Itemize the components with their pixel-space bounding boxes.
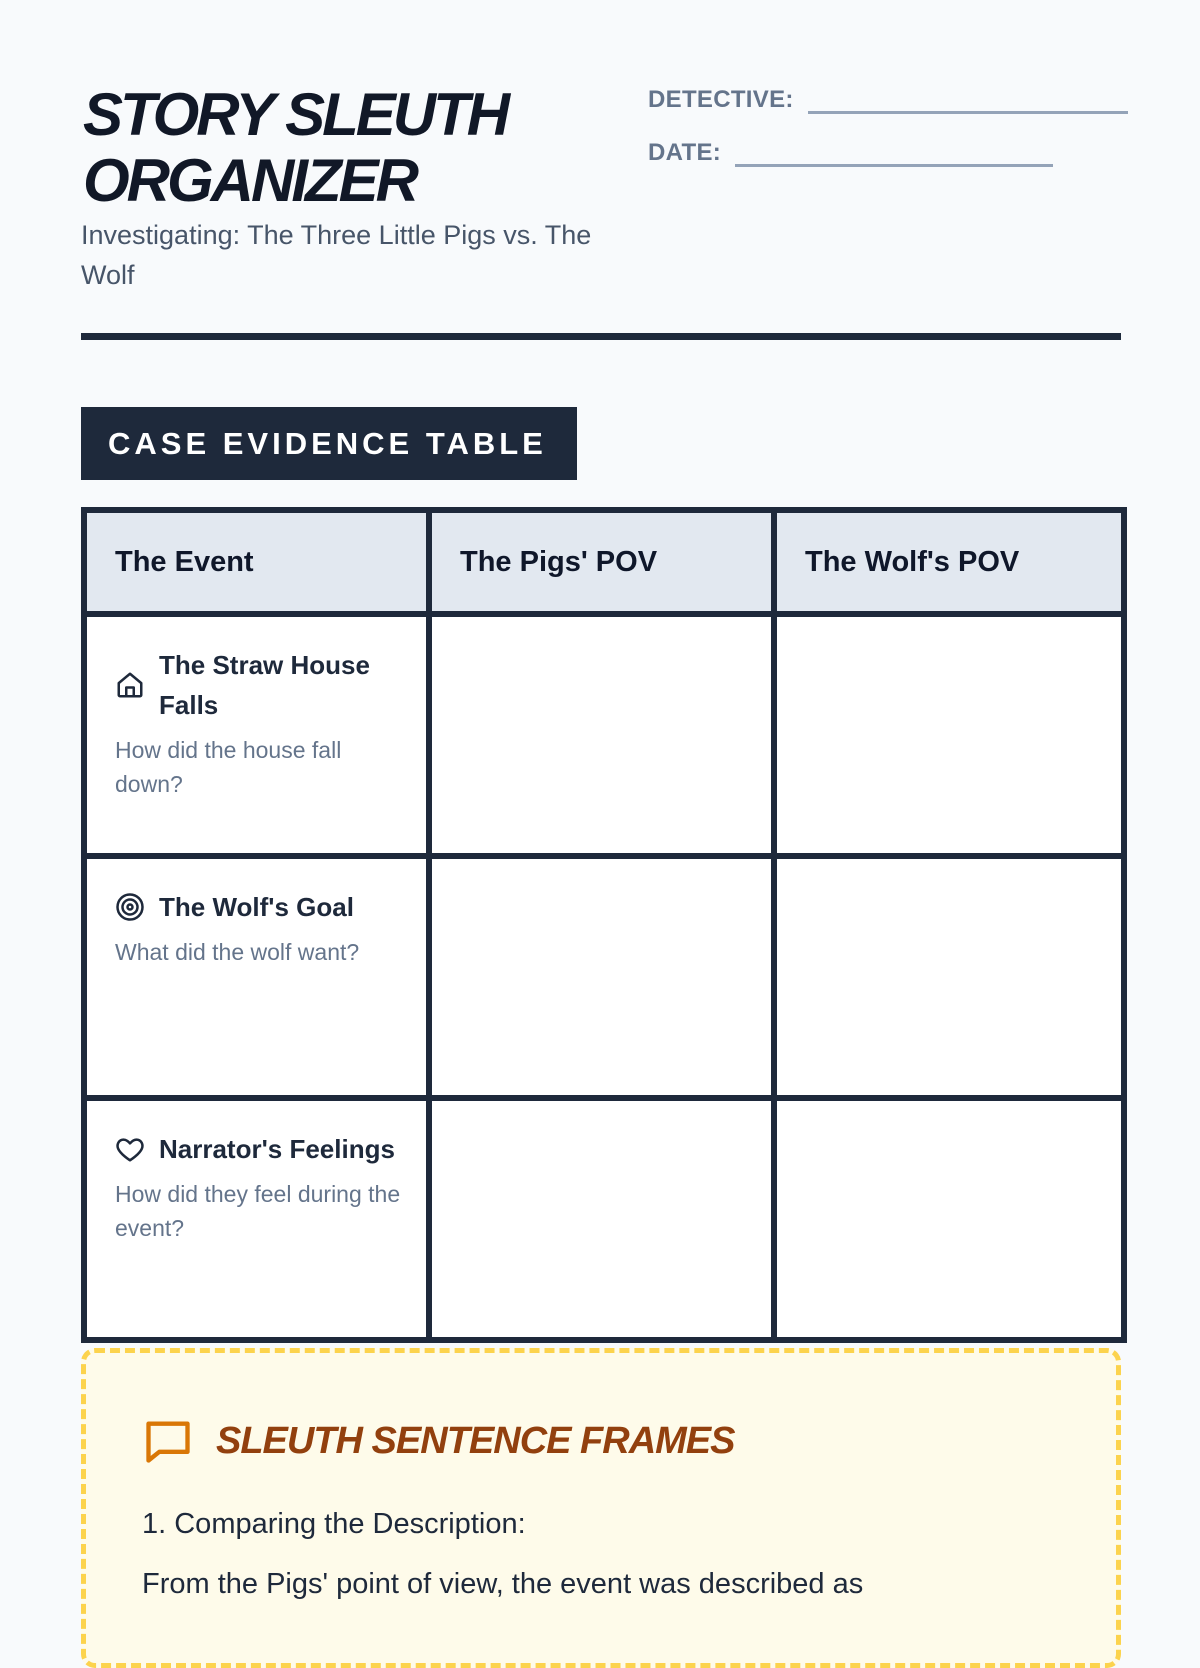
sentence-frames-heading: [142, 1415, 734, 1467]
wolf-pov-answer-cell[interactable]: [774, 856, 1124, 1098]
event-question: How did they feel during the event?: [115, 1181, 401, 1241]
detective-field: [648, 86, 1128, 114]
frame-item-text: From the Pigs' point of view, the event was described as: [142, 1568, 864, 1600]
sentence-frames-title: SLEUTH SENTENCE FRAMES: [216, 1419, 735, 1462]
heart-icon: [115, 1134, 145, 1164]
sentence-frames-box: [81, 1348, 1121, 1668]
wolf-pov-answer-cell[interactable]: [774, 1098, 1124, 1340]
table-row: [84, 1098, 1124, 1340]
worksheet-page: [81, 0, 1121, 1600]
event-cell: [84, 856, 429, 1098]
pigs-pov-answer-cell[interactable]: [429, 856, 774, 1098]
event-question: How did the house fall down?: [115, 737, 342, 797]
frame-item-label: 1. Comparing the Description:: [142, 1508, 526, 1540]
pigs-pov-answer-cell[interactable]: [429, 1098, 774, 1340]
detective-label: DETECTIVE:: [648, 86, 794, 113]
event-title: The Wolf's Goal: [159, 892, 354, 922]
detective-write-line[interactable]: [808, 87, 1128, 114]
pigs-pov-answer-cell[interactable]: [429, 614, 774, 856]
page-subtitle: Investigating: The Three Little Pigs vs. The Wolf: [81, 220, 592, 290]
column-header-wolf-pov: The Wolf's POV: [774, 510, 1124, 614]
table-row: [84, 614, 1124, 856]
speech-bubble-icon: [142, 1415, 194, 1467]
event-cell: [84, 614, 429, 856]
event-cell: [84, 1098, 429, 1340]
date-write-line[interactable]: [735, 140, 1053, 167]
date-field: [648, 139, 1053, 167]
event-title: Narrator's Feelings: [159, 1134, 395, 1164]
event-title: The Straw House Falls: [159, 650, 370, 720]
wolf-pov-answer-cell[interactable]: [774, 614, 1124, 856]
title-line-2: ORGANIZER: [83, 147, 416, 214]
worksheet-header: [81, 0, 1121, 345]
header-divider: [81, 333, 1121, 340]
title-line-1: STORY SLEUTH: [83, 81, 508, 148]
event-question: What did the wolf want?: [115, 939, 360, 965]
section-banner: CASE EVIDENCE TABLE: [81, 407, 577, 480]
target-icon: [115, 892, 145, 922]
page-title: [83, 82, 507, 214]
case-evidence-table: [81, 507, 1127, 1343]
column-header-event: The Event: [84, 510, 429, 614]
date-label: DATE:: [648, 139, 722, 166]
table-header-row: [84, 510, 1124, 614]
house-icon: [115, 670, 145, 700]
table-row: [84, 856, 1124, 1098]
column-header-pigs-pov: The Pigs' POV: [429, 510, 774, 614]
